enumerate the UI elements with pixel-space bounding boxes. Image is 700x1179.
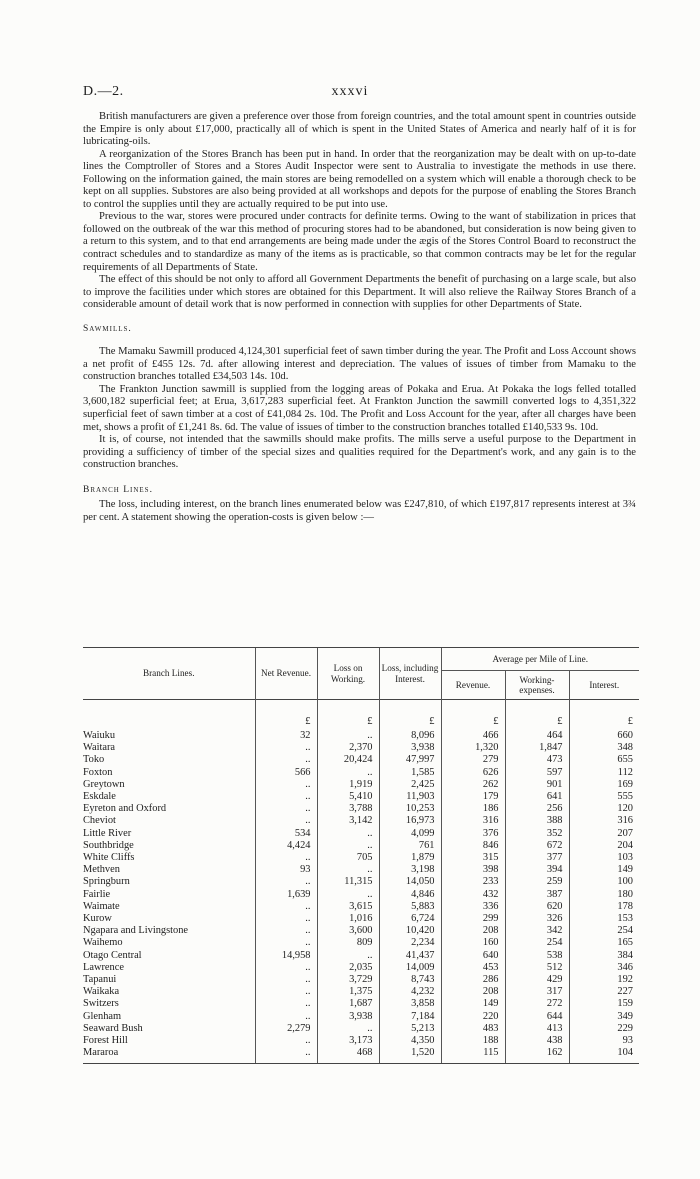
- cell-loss-interest: 3,938: [379, 742, 441, 754]
- cell-revenue: 336: [441, 901, 505, 913]
- table-row: [83, 840, 639, 852]
- branch-line-name: Greytown: [83, 778, 125, 790]
- cell-interest: 180: [569, 889, 639, 901]
- table-row: [83, 828, 639, 840]
- cell-working-expenses: 620: [505, 901, 569, 913]
- cell-net-revenue: ..: [255, 998, 317, 1010]
- cell-loss-interest: 1,520: [379, 1047, 441, 1064]
- cell-loss-interest: 1,879: [379, 852, 441, 864]
- column-header-average-per-mile: Average per Mile of Line.: [441, 648, 639, 671]
- cell-loss-interest: 3,198: [379, 864, 441, 876]
- cell-net-revenue: 534: [255, 828, 317, 840]
- cell-revenue: 208: [441, 986, 505, 998]
- branch-line-name: Switzers: [83, 998, 119, 1010]
- branch-line-name: Seaward Bush: [83, 1022, 143, 1034]
- cell-interest: 93: [569, 1035, 639, 1047]
- branch-line-name: Waiuku: [83, 730, 116, 741]
- cell-net-revenue: ..: [255, 779, 317, 791]
- table-row: [83, 901, 639, 913]
- cell-revenue: 398: [441, 864, 505, 876]
- cell-loss-working: ..: [317, 767, 379, 779]
- cell-interest: 349: [569, 1011, 639, 1023]
- cell-loss-interest: 7,184: [379, 1011, 441, 1023]
- branch-line-name: White Cliffs: [83, 852, 135, 864]
- cell-revenue: 115: [441, 1047, 505, 1064]
- cell-net-revenue: ..: [255, 962, 317, 974]
- cell-working-expenses: 394: [505, 864, 569, 876]
- cell-loss-interest: 10,420: [379, 925, 441, 937]
- cell-working-expenses: 464: [505, 730, 569, 742]
- column-header-loss-including-interest: Loss, including Interest.: [379, 648, 441, 700]
- cell-revenue: 188: [441, 1035, 505, 1047]
- cell-interest: 169: [569, 779, 639, 791]
- cell-loss-interest: 8,096: [379, 730, 441, 742]
- cell-net-revenue: ..: [255, 925, 317, 937]
- cell-loss-interest: 47,997: [379, 754, 441, 766]
- cell-loss-working: 5,410: [317, 791, 379, 803]
- cell-loss-working: 3,615: [317, 901, 379, 913]
- cell-net-revenue: ..: [255, 1011, 317, 1023]
- cell-revenue: 179: [441, 791, 505, 803]
- branch-line-name: Eyreton and Oxford: [83, 803, 167, 815]
- table-row: [83, 998, 639, 1010]
- cell-loss-working: 11,315: [317, 876, 379, 888]
- cell-net-revenue: ..: [255, 986, 317, 998]
- table-body: [83, 700, 639, 1064]
- cell-interest: 660: [569, 730, 639, 742]
- paragraph: The Frankton Junction sawmill is supplied from the logging areas of Pokaka and Erua. At Pokaka the logs felled totalled 3,600,182 superficial feet; at Erua, 3,617,283 superficial feet. At Frankton Junction the sawmill converted logs to 4,351,322 superficial feet of sawn timber at a cost of £41,084 2s. 10d. The Profit and Loss Account for the year, after all charges have been met, shows a profit of £1,241 8s. 6d. The value of issues of timber to the construction branches totalled £140,533 9s. 10d.: [83, 383, 636, 433]
- cell-working-expenses: 429: [505, 974, 569, 986]
- cell-loss-working: ..: [317, 840, 379, 852]
- cell-loss-working: 3,173: [317, 1035, 379, 1047]
- cell-working-expenses: 326: [505, 913, 569, 925]
- unit-pound: £: [505, 714, 569, 730]
- cell-interest: 149: [569, 864, 639, 876]
- cell-revenue: 316: [441, 815, 505, 827]
- cell-revenue: 149: [441, 998, 505, 1010]
- cell-interest: 207: [569, 828, 639, 840]
- cell-loss-interest: 10,253: [379, 803, 441, 815]
- cell-loss-interest: 6,724: [379, 913, 441, 925]
- column-header-working-expenses: Working-expenses.: [505, 671, 569, 700]
- table-row: [83, 742, 639, 754]
- branch-line-name: Waimate: [83, 900, 120, 912]
- cell-loss-working: 705: [317, 852, 379, 864]
- cell-revenue: 483: [441, 1023, 505, 1035]
- cell-net-revenue: ..: [255, 876, 317, 888]
- cell-net-revenue: ..: [255, 742, 317, 754]
- cell-working-expenses: 342: [505, 925, 569, 937]
- branch-line-name: Methven: [83, 864, 120, 876]
- cell-working-expenses: 644: [505, 1011, 569, 1023]
- cell-interest: 555: [569, 791, 639, 803]
- paragraph: The loss, including interest, on the branch lines enumerated below was £247,810, of which £197,817 represents interest at 3¾ per cent. A statement showing the operation-costs is given below :—: [83, 499, 636, 523]
- cell-revenue: 626: [441, 767, 505, 779]
- cell-loss-working: 3,788: [317, 803, 379, 815]
- page-number: xxxvi: [331, 84, 369, 99]
- branch-line-name: Kurow: [83, 913, 112, 925]
- cell-loss-interest: 1,585: [379, 767, 441, 779]
- cell-working-expenses: 413: [505, 1023, 569, 1035]
- cell-interest: 655: [569, 754, 639, 766]
- cell-loss-working: ..: [317, 828, 379, 840]
- cell-working-expenses: 512: [505, 962, 569, 974]
- cell-revenue: 376: [441, 828, 505, 840]
- table-row: [83, 889, 639, 901]
- branch-line-name: Foxton: [83, 766, 113, 778]
- cell-net-revenue: ..: [255, 803, 317, 815]
- paragraph: It is, of course, not intended that the sawmills should make profits. The mills serve a useful purpose to the Department in providing a sufficiency of timber of the special sizes and qualities required for the Department's work, and any gain is to the construction branches.: [83, 434, 636, 471]
- cell-working-expenses: 473: [505, 754, 569, 766]
- branch-line-name: Southbridge: [83, 839, 134, 851]
- table-row: [83, 1047, 639, 1064]
- branch-line-name: Otago Central: [83, 949, 142, 961]
- cell-working-expenses: 162: [505, 1047, 569, 1064]
- section-heading-branch-lines: Branch Lines.: [83, 484, 153, 495]
- table-row: [83, 1023, 639, 1035]
- table-row: [83, 1011, 639, 1023]
- cell-loss-working: 1,016: [317, 913, 379, 925]
- body-text: [83, 111, 636, 524]
- column-header-loss-on-working: Loss on Working.: [317, 648, 379, 700]
- cell-loss-working: ..: [317, 730, 379, 742]
- paragraph: British manufacturers are given a preference over those from foreign countries, and the total amount spent in countries outside the Empire is only about £17,000, practically all of which is spent in the United States of America and nearly half of it is for lubricating-oils.: [83, 111, 636, 148]
- cell-net-revenue: ..: [255, 1047, 317, 1064]
- cell-loss-interest: 4,350: [379, 1035, 441, 1047]
- cell-revenue: 640: [441, 950, 505, 962]
- table-row: [83, 937, 639, 949]
- cell-interest: 120: [569, 803, 639, 815]
- column-header-net-revenue: Net Revenue.: [255, 648, 317, 700]
- cell-loss-interest: 14,009: [379, 962, 441, 974]
- cell-loss-working: 1,687: [317, 998, 379, 1010]
- cell-interest: 104: [569, 1047, 639, 1064]
- cell-loss-working: 3,600: [317, 925, 379, 937]
- cell-interest: 153: [569, 913, 639, 925]
- cell-loss-working: 3,938: [317, 1011, 379, 1023]
- cell-working-expenses: 256: [505, 803, 569, 815]
- branch-line-name: Waihemo: [83, 937, 123, 949]
- table-row: [83, 852, 639, 864]
- cell-revenue: 279: [441, 754, 505, 766]
- cell-interest: 103: [569, 852, 639, 864]
- table-row: [83, 815, 639, 827]
- cell-revenue: 186: [441, 803, 505, 815]
- cell-loss-interest: 2,234: [379, 937, 441, 949]
- branch-lines-table: [83, 647, 639, 1064]
- cell-loss-working: 2,035: [317, 962, 379, 974]
- cell-net-revenue: 14,958: [255, 950, 317, 962]
- cell-loss-working: ..: [317, 1023, 379, 1035]
- cell-working-expenses: 672: [505, 840, 569, 852]
- cell-loss-working: 468: [317, 1047, 379, 1064]
- cell-loss-working: ..: [317, 889, 379, 901]
- cell-working-expenses: 641: [505, 791, 569, 803]
- cell-working-expenses: 901: [505, 779, 569, 791]
- cell-net-revenue: ..: [255, 913, 317, 925]
- paragraph: The Mamaku Sawmill produced 4,124,301 superficial feet of sawn timber during the year. The Profit and Loss Account shows a net profit of £455 12s. 7d. after allowing interest and depreciation. The values of issues of timber from Mamaku to the construction branches totalled £34,503 14s. 10d.: [83, 346, 636, 383]
- branch-line-name: Mararoa: [83, 1047, 255, 1064]
- cell-loss-working: ..: [317, 864, 379, 876]
- cell-net-revenue: ..: [255, 1035, 317, 1047]
- branch-line-name: Little River: [83, 827, 132, 839]
- column-header-interest: Interest.: [569, 671, 639, 700]
- cell-loss-working: 2,370: [317, 742, 379, 754]
- branch-line-name: Fairlie: [83, 888, 111, 900]
- cell-working-expenses: 597: [505, 767, 569, 779]
- cell-interest: 165: [569, 937, 639, 949]
- table-row: [83, 925, 639, 937]
- cell-net-revenue: 1,639: [255, 889, 317, 901]
- unit-pound: £: [569, 714, 639, 730]
- cell-revenue: 1,320: [441, 742, 505, 754]
- section-heading-sawmills: Sawmills.: [83, 323, 132, 334]
- branch-line-name: Waikaka: [83, 986, 120, 998]
- branch-line-name: Eskdale: [83, 791, 116, 803]
- table-row: [83, 876, 639, 888]
- cell-loss-working: 809: [317, 937, 379, 949]
- cell-interest: 192: [569, 974, 639, 986]
- cell-loss-working: 20,424: [317, 754, 379, 766]
- cell-net-revenue: ..: [255, 852, 317, 864]
- cell-interest: 159: [569, 998, 639, 1010]
- table-row: [83, 913, 639, 925]
- cell-net-revenue: 32: [255, 730, 317, 742]
- cell-revenue: 846: [441, 840, 505, 852]
- cell-loss-interest: 5,213: [379, 1023, 441, 1035]
- cell-revenue: 286: [441, 974, 505, 986]
- cell-loss-interest: 761: [379, 840, 441, 852]
- paragraph: Previous to the war, stores were procured under contracts for definite terms. Owing to the want of stabilization in prices that followed on the outbreak of the war this method of procuring stores had to be abandoned, but consideration is now being given to a return to this system, and to that end arrangements are being made under the ægis of the Stores Control Board to reconstruct the contract schedules and to standardize as many of the items as is practicable, so that common contracts may be let for the regular requirements of all Departments of State.: [83, 211, 636, 273]
- paragraph: The effect of this should be not only to afford all Government Departments the benefit of purchasing on a large scale, but also to improve the facilities under which stores are obtained for this Department. It will also relieve the Railway Stores Branch of a considerable amount of detail work that is now performed in connection with supplies for other Departments of State.: [83, 274, 636, 311]
- cell-revenue: 160: [441, 937, 505, 949]
- cell-interest: 254: [569, 925, 639, 937]
- table-row: [83, 1035, 639, 1047]
- unit-pound: £: [255, 714, 317, 730]
- cell-net-revenue: 566: [255, 767, 317, 779]
- cell-loss-interest: 11,903: [379, 791, 441, 803]
- cell-interest: 348: [569, 742, 639, 754]
- unit-pound: £: [317, 714, 379, 730]
- cell-working-expenses: 317: [505, 986, 569, 998]
- cell-net-revenue: 2,279: [255, 1023, 317, 1035]
- branch-line-name: Tapanui: [83, 974, 117, 986]
- cell-loss-interest: 14,050: [379, 876, 441, 888]
- table-row: [83, 962, 639, 974]
- cell-interest: 346: [569, 962, 639, 974]
- cell-net-revenue: ..: [255, 815, 317, 827]
- cell-revenue: 453: [441, 962, 505, 974]
- cell-loss-interest: 16,973: [379, 815, 441, 827]
- cell-loss-interest: 5,883: [379, 901, 441, 913]
- cell-working-expenses: 272: [505, 998, 569, 1010]
- cell-revenue: 466: [441, 730, 505, 742]
- cell-loss-working: ..: [317, 950, 379, 962]
- table-row: [83, 864, 639, 876]
- cell-working-expenses: 254: [505, 937, 569, 949]
- cell-net-revenue: ..: [255, 974, 317, 986]
- document-reference: D.—2.: [83, 84, 124, 99]
- branch-line-name: Forest Hill: [83, 1035, 128, 1047]
- cell-interest: 112: [569, 767, 639, 779]
- cell-net-revenue: ..: [255, 901, 317, 913]
- cell-loss-interest: 4,846: [379, 889, 441, 901]
- table-row: [83, 754, 639, 766]
- unit-pound: £: [441, 714, 505, 730]
- cell-loss-working: 3,729: [317, 974, 379, 986]
- cell-working-expenses: 352: [505, 828, 569, 840]
- cell-net-revenue: ..: [255, 754, 317, 766]
- table-row: [83, 779, 639, 791]
- cell-interest: 227: [569, 986, 639, 998]
- branch-line-name: Lawrence: [83, 961, 124, 973]
- paragraph: A reorganization of the Stores Branch has been put in hand. In order that the reorganization may be dealt with on up-to-date lines the Comptroller of Stores and a Stores Audit Inspector were sent to Australia to investigate the methods in use there. Following on the information gained, the main stores are being remodelled on a system which will enable a thorough check to be kept on all supplies. Substores are also being provided at all workshops and depots for the purpose of enabling the Stores Branch to control the supplies until they are actually required to be put into use.: [83, 148, 636, 210]
- table-row: [83, 986, 639, 998]
- cell-revenue: 233: [441, 876, 505, 888]
- cell-revenue: 299: [441, 913, 505, 925]
- branch-line-name: Ngapara and Livingstone: [83, 925, 189, 937]
- cell-loss-working: 1,375: [317, 986, 379, 998]
- branch-line-name: Cheviot: [83, 815, 116, 827]
- cell-net-revenue: ..: [255, 937, 317, 949]
- table-row: [83, 803, 639, 815]
- table-row: [83, 730, 639, 742]
- cell-loss-working: 1,919: [317, 779, 379, 791]
- cell-interest: 229: [569, 1023, 639, 1035]
- table-row: [83, 950, 639, 962]
- cell-working-expenses: 388: [505, 815, 569, 827]
- branch-line-name: Springburn: [83, 876, 130, 888]
- unit-pound: £: [379, 714, 441, 730]
- cell-interest: 204: [569, 840, 639, 852]
- cell-working-expenses: 259: [505, 876, 569, 888]
- cell-working-expenses: 538: [505, 950, 569, 962]
- table-row: [83, 791, 639, 803]
- cell-revenue: 262: [441, 779, 505, 791]
- cell-revenue: 432: [441, 889, 505, 901]
- cell-revenue: 208: [441, 925, 505, 937]
- column-header-branch-lines: Branch Lines.: [83, 648, 255, 700]
- cell-loss-interest: 41,437: [379, 950, 441, 962]
- units-row: [83, 714, 639, 730]
- cell-loss-interest: 3,858: [379, 998, 441, 1010]
- cell-interest: 316: [569, 815, 639, 827]
- cell-revenue: 315: [441, 852, 505, 864]
- cell-loss-interest: 2,425: [379, 779, 441, 791]
- cell-working-expenses: 438: [505, 1035, 569, 1047]
- cell-interest: 384: [569, 950, 639, 962]
- cell-interest: 178: [569, 901, 639, 913]
- branch-line-name: Toko: [83, 754, 105, 766]
- cell-working-expenses: 387: [505, 889, 569, 901]
- column-header-revenue: Revenue.: [441, 671, 505, 700]
- cell-interest: 100: [569, 876, 639, 888]
- cell-net-revenue: ..: [255, 791, 317, 803]
- cell-loss-interest: 4,232: [379, 986, 441, 998]
- cell-working-expenses: 1,847: [505, 742, 569, 754]
- table-row: [83, 767, 639, 779]
- cell-loss-working: 3,142: [317, 815, 379, 827]
- cell-revenue: 220: [441, 1011, 505, 1023]
- branch-line-name: Glenham: [83, 1010, 122, 1022]
- branch-line-name: Waitara: [83, 742, 116, 754]
- cell-net-revenue: 4,424: [255, 840, 317, 852]
- cell-loss-interest: 8,743: [379, 974, 441, 986]
- cell-working-expenses: 377: [505, 852, 569, 864]
- table-row: [83, 974, 639, 986]
- cell-net-revenue: 93: [255, 864, 317, 876]
- cell-loss-interest: 4,099: [379, 828, 441, 840]
